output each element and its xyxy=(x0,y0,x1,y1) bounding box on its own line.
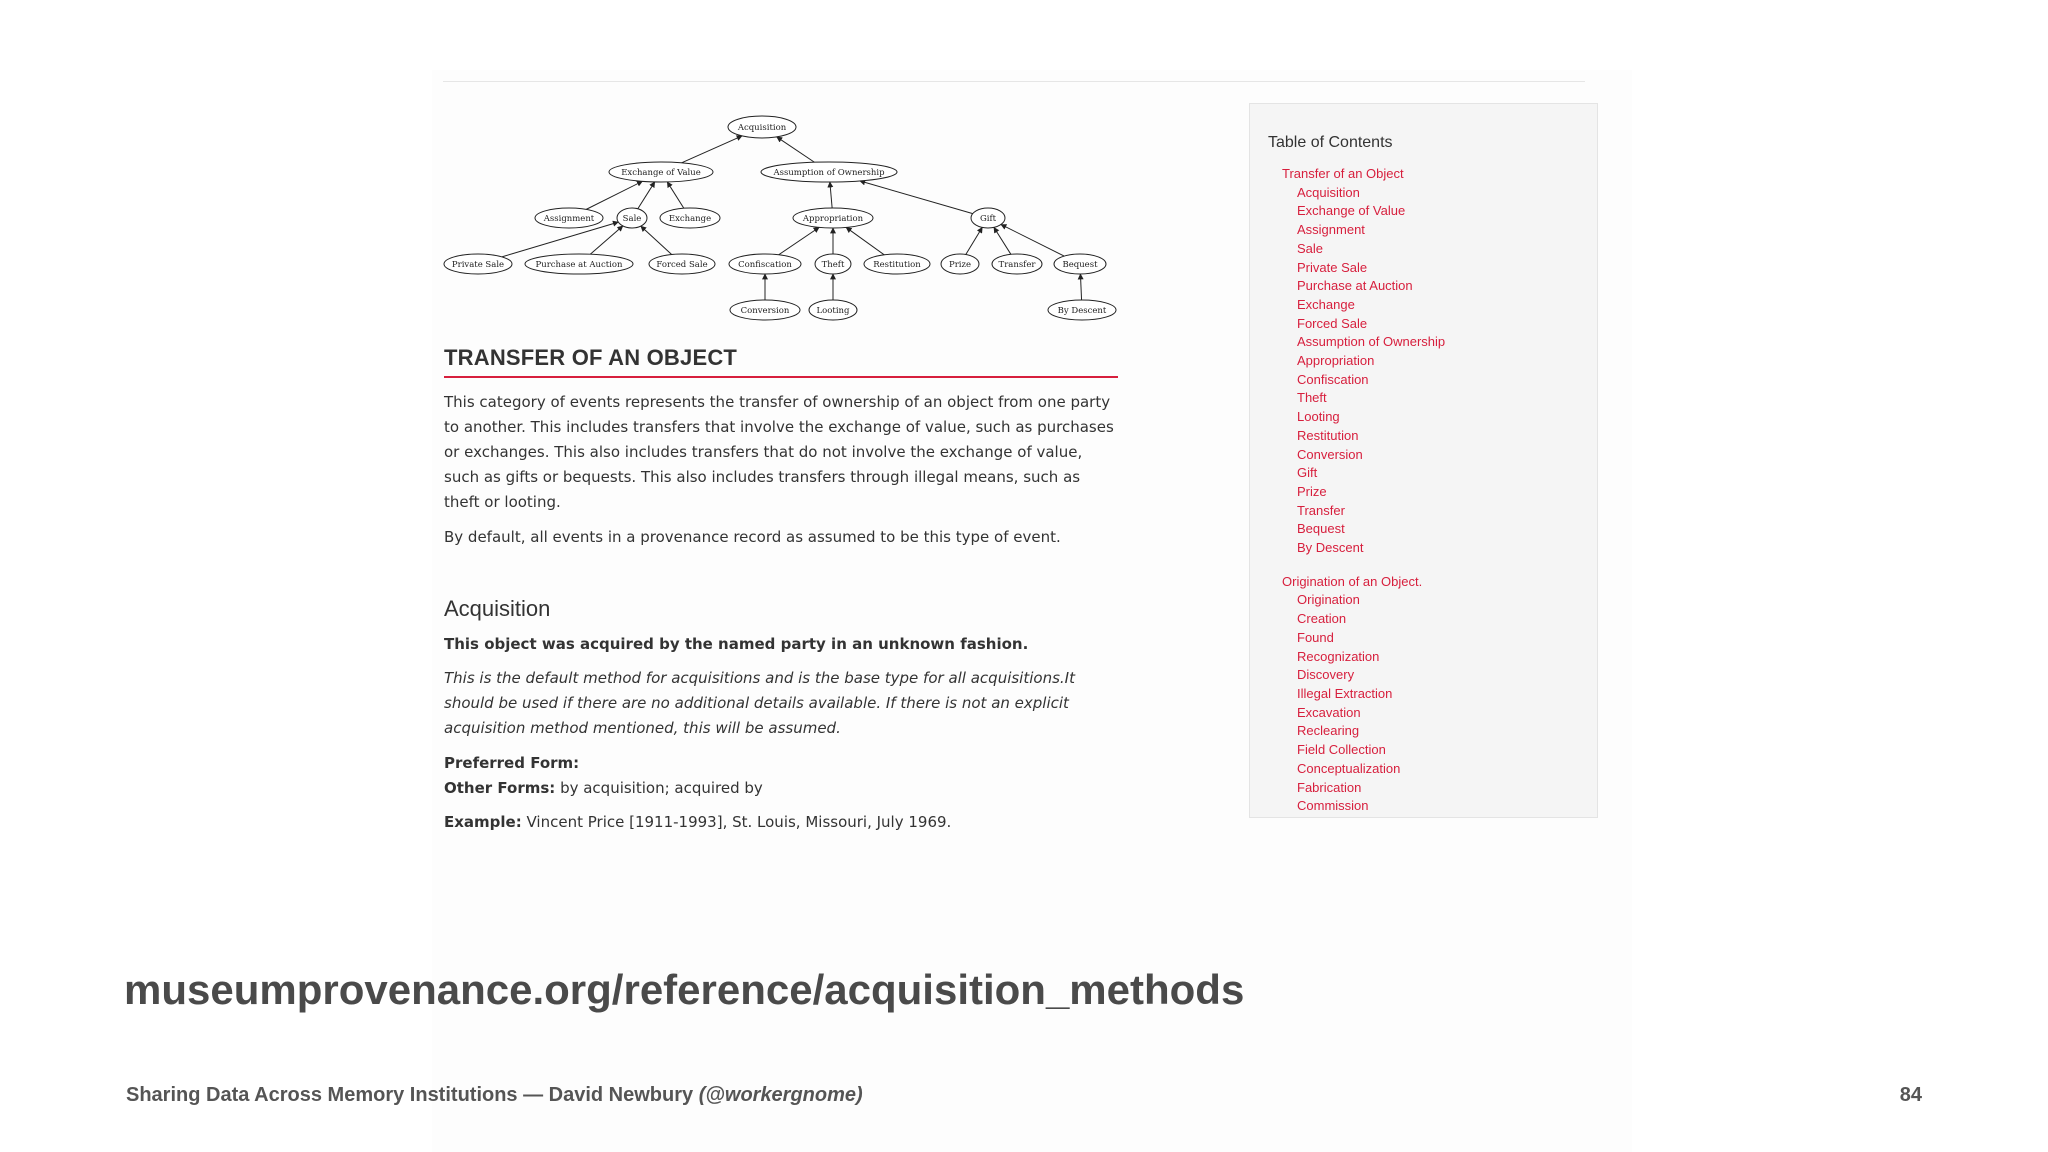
toc-link[interactable]: Conversion xyxy=(1297,446,1363,462)
diagram-node xyxy=(809,300,857,320)
default-note: By default, all events in a provenance record as assumed to be this type of event. xyxy=(444,528,1061,546)
diagram-node xyxy=(761,162,897,182)
diagram-edge xyxy=(830,182,832,208)
diagram-edge xyxy=(779,227,819,254)
footer-handle: (@workergnome) xyxy=(698,1084,863,1106)
toc-link[interactable]: Origination of an Object. xyxy=(1282,573,1423,589)
diagram-edge xyxy=(1001,224,1064,256)
other-forms-value: by acquisition; acquired by xyxy=(555,779,763,797)
diagram-node xyxy=(793,208,873,228)
diagram-node xyxy=(1054,254,1106,274)
toc-link[interactable]: Confiscation xyxy=(1297,371,1369,387)
diagram-node xyxy=(525,254,633,274)
toc-link[interactable]: Exchange xyxy=(1297,296,1355,312)
toc-link[interactable]: Fabrication xyxy=(1297,779,1362,795)
example-block xyxy=(444,810,1118,835)
diagram-edge xyxy=(966,227,982,254)
diagram-node-label: By Descent xyxy=(1057,306,1107,316)
diagram-node-label: Assignment xyxy=(543,214,595,224)
page-number: 84 xyxy=(1899,1084,1922,1106)
diagram-node-label: Private Sale xyxy=(451,260,505,270)
section-description: This is the default method for acquisitions and is the base type for all acquisitions.It should be used if there are no additional details available. If there is not an explicit acquisition method mentioned, this will be assumed. xyxy=(444,669,1075,737)
preferred-form-label: Preferred Form: xyxy=(444,754,580,772)
toc-link[interactable]: Creation xyxy=(1297,611,1347,627)
diagram-node xyxy=(864,254,930,274)
toc-link[interactable]: Prize xyxy=(1297,483,1327,499)
toc-link[interactable]: By Descent xyxy=(1297,540,1364,556)
toc-link[interactable]: Recognization xyxy=(1297,648,1380,664)
diagram-node xyxy=(617,208,647,228)
diagram-node xyxy=(660,208,720,228)
article-intro: This category of events represents the transfer of ownership of an object from one party to another. This includes transfers that involve the exchange of value, such as purchases or exchanges. This also includes transfers that do not involve the exchange of value, such as gifts or bequests. This also includes transfers through illegal means, such as theft or looting. xyxy=(444,393,1114,511)
diagram-node xyxy=(649,254,715,274)
toc-link[interactable]: Looting xyxy=(1297,409,1340,425)
toc-link[interactable]: Restitution xyxy=(1297,427,1359,443)
diagram-node-label: Gift xyxy=(979,214,997,224)
diagram-edge xyxy=(682,136,742,163)
diagram-node-label: Purchase at Auction xyxy=(535,260,623,270)
toc-link[interactable]: Transfer of an Object xyxy=(1282,166,1404,181)
diagram-node-label: Acquisition xyxy=(737,123,787,133)
slide-url: museumprovenance.org/reference/acquisition_methods xyxy=(124,966,1245,1013)
toc-link[interactable]: Acquisition xyxy=(1297,184,1360,200)
diagram-node xyxy=(971,208,1005,228)
diagram-node xyxy=(730,300,800,320)
article-heading: TRANSFER OF AN OBJECT xyxy=(444,345,1118,378)
diagram-node-label: Exchange of Value xyxy=(621,168,701,178)
toc-link[interactable]: Commission xyxy=(1297,798,1369,814)
diagram-edge xyxy=(590,226,623,254)
toc-link[interactable]: Discovery xyxy=(1297,667,1355,683)
toc-link[interactable]: Bequest xyxy=(1297,521,1345,537)
table-of-contents xyxy=(1249,103,1598,818)
diagram-node xyxy=(1048,300,1116,320)
section-summary: This object was acquired by the named party in an unknown fashion. xyxy=(444,635,1029,653)
toc-link[interactable]: Transfer xyxy=(1297,502,1345,518)
diagram-node-label: Appropriation xyxy=(802,214,864,224)
toc-link[interactable]: Gift xyxy=(1297,465,1318,481)
toc-link[interactable]: Appropriation xyxy=(1297,353,1375,369)
toc-link[interactable]: Sale xyxy=(1297,240,1324,256)
diagram-node xyxy=(992,254,1042,274)
diagram-edge xyxy=(667,182,684,208)
divider xyxy=(443,81,1585,82)
diagram-edge xyxy=(586,181,642,209)
toc-link[interactable]: Forced Sale xyxy=(1297,315,1368,331)
diagram-node xyxy=(728,116,796,138)
toc-link[interactable]: Conceptualization xyxy=(1297,760,1401,776)
other-forms-label: Other Forms: xyxy=(444,779,556,797)
diagram-edge xyxy=(638,182,655,209)
toc-link[interactable]: Private Sale xyxy=(1297,259,1368,275)
diagram-node-label: Transfer xyxy=(998,260,1036,270)
diagram-node-label: Exchange xyxy=(668,214,712,224)
diagram-node-label: Conversion xyxy=(740,306,790,316)
diagram-node xyxy=(609,162,713,182)
toc-link[interactable]: Assumption of Ownership xyxy=(1297,334,1446,350)
toc-link[interactable]: Reclearing xyxy=(1297,723,1360,739)
diagram-edge xyxy=(860,181,973,214)
diagram-edge xyxy=(777,137,815,162)
diagram-edge xyxy=(846,227,884,254)
diagram-edge xyxy=(1080,274,1081,300)
section-heading: Acquisition xyxy=(444,596,551,621)
diagram-node-label: Sale xyxy=(622,214,642,224)
diagram-node xyxy=(535,208,603,228)
toc-title: Table of Contents xyxy=(1268,134,1393,151)
footer-text: Sharing Data Across Memory Institutions — David Newbury xyxy=(126,1084,699,1106)
toc-link[interactable]: Excavation xyxy=(1297,704,1361,720)
toc-link[interactable]: Exchange of Value xyxy=(1297,203,1406,219)
toc-link[interactable]: Theft xyxy=(1297,390,1327,406)
slide-footer xyxy=(126,1084,863,1107)
forms-block xyxy=(444,751,1118,801)
diagram-node xyxy=(444,254,512,274)
diagram-node-label: Bequest xyxy=(1062,260,1098,270)
diagram-node-label: Prize xyxy=(948,260,972,270)
toc-link[interactable]: Illegal Extraction xyxy=(1297,685,1393,701)
diagram-node xyxy=(729,254,801,274)
example-label: Example: xyxy=(444,813,522,831)
toc-link[interactable]: Field Collection xyxy=(1297,742,1386,758)
diagram-node-label: Assumption of Ownership xyxy=(773,168,885,178)
acquisition-hierarchy-diagram xyxy=(443,110,1127,330)
diagram-edge xyxy=(994,227,1011,254)
toc-link[interactable]: Origination xyxy=(1297,592,1360,608)
toc-link[interactable]: Found xyxy=(1297,629,1334,645)
toc-link[interactable]: Purchase at Auction xyxy=(1297,278,1413,294)
diagram-node-label: Looting xyxy=(816,306,850,316)
diagram-node xyxy=(941,254,979,274)
diagram-node-label: Forced Sale xyxy=(656,260,708,270)
toc-link[interactable]: Assignment xyxy=(1297,222,1365,238)
diagram-node-label: Restitution xyxy=(873,260,921,270)
toc-list xyxy=(1282,165,1445,816)
diagram-node-label: Theft xyxy=(821,260,845,270)
example-value: Vincent Price [1911-1993], St. Louis, Missouri, July 1969. xyxy=(521,813,952,831)
article xyxy=(444,345,1118,835)
diagram-node xyxy=(815,254,851,274)
diagram-node-label: Confiscation xyxy=(738,260,792,270)
diagram-edge xyxy=(641,226,672,254)
